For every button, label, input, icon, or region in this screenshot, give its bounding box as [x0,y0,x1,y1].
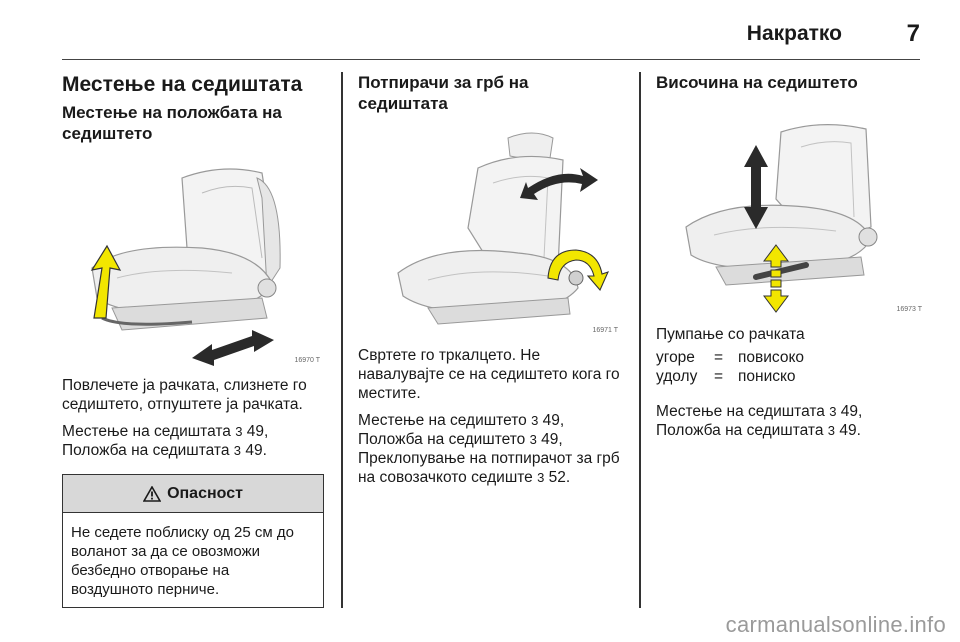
danger-title: Опасност [167,484,243,502]
ref-arrow-icon: 3 [529,432,537,447]
instruction-text: Свртете го тркалцето. Не навалувајте се на седиштето кога го местите. [358,347,620,402]
page-number: 7 [906,20,920,47]
page-header [62,14,920,60]
main-heading: Местење на седиштата [62,73,303,96]
danger-header [63,475,323,513]
column-seat-position [62,72,324,608]
seat-position-figure [62,158,324,368]
figure-number: 16973 T [896,306,922,313]
cross-reference: Положба на седиштата 3 49. [656,422,861,439]
cross-reference: Положба на седиштето 3 49, [358,431,563,448]
figure-number: 16970 T [294,357,320,364]
cross-reference: Положба на седиштата 3 49. [62,442,267,459]
cross-reference: Преклопување на потпирачот за грб на совозачкото седиште 3 52. [358,450,620,486]
subheading: Местење на положбата на седиштето [62,103,282,143]
danger-text: Не седете поблиску од 25 см до воланот за да се овозможи безбедно отворање на воздушното перниче. [71,524,294,598]
danger-box [62,474,324,608]
backrest-illustration [358,128,622,338]
column-divider [639,72,641,608]
column-divider [341,72,343,608]
ref-arrow-icon: 3 [827,423,836,438]
table-row: угоре = повисоко [656,349,805,366]
warning-triangle-icon [143,486,161,502]
ref-arrow-icon: 3 [829,404,837,419]
ref-arrow-icon: 3 [233,443,242,458]
seat-height-figure [656,107,926,317]
seat-height-illustration [656,107,924,317]
backrest-heading: Потпирачи за грб на седиштата [358,73,529,113]
cross-reference: Местење на седиштето 3 49, [358,412,565,429]
ref-arrow-icon: 3 [235,424,243,439]
cross-reference: Местење на седиштата 3 49, [656,403,863,420]
ref-arrow-icon: 3 [537,470,545,485]
pump-direction-table [656,348,926,386]
seat-height-heading: Височина на седиштето [656,73,858,92]
column-backrest [358,72,622,487]
backrest-figure [358,128,622,338]
watermark: carmanualsonline.info [725,612,946,637]
table-row: удолу = пониско [656,368,796,385]
seat-slide-illustration [62,158,324,368]
column-seat-height [656,72,926,440]
section-title: Накратко [746,22,842,45]
figure-number: 16971 T [592,327,618,334]
ref-arrow-icon: 3 [531,413,539,428]
instruction-text: Повлечете ја рачката, слизнете го седиштето, отпуштете ја рачката. [62,377,307,413]
instruction-text: Пумпање со рачката [656,326,805,343]
cross-reference: Местење на седиштата 3 49, [62,423,269,440]
